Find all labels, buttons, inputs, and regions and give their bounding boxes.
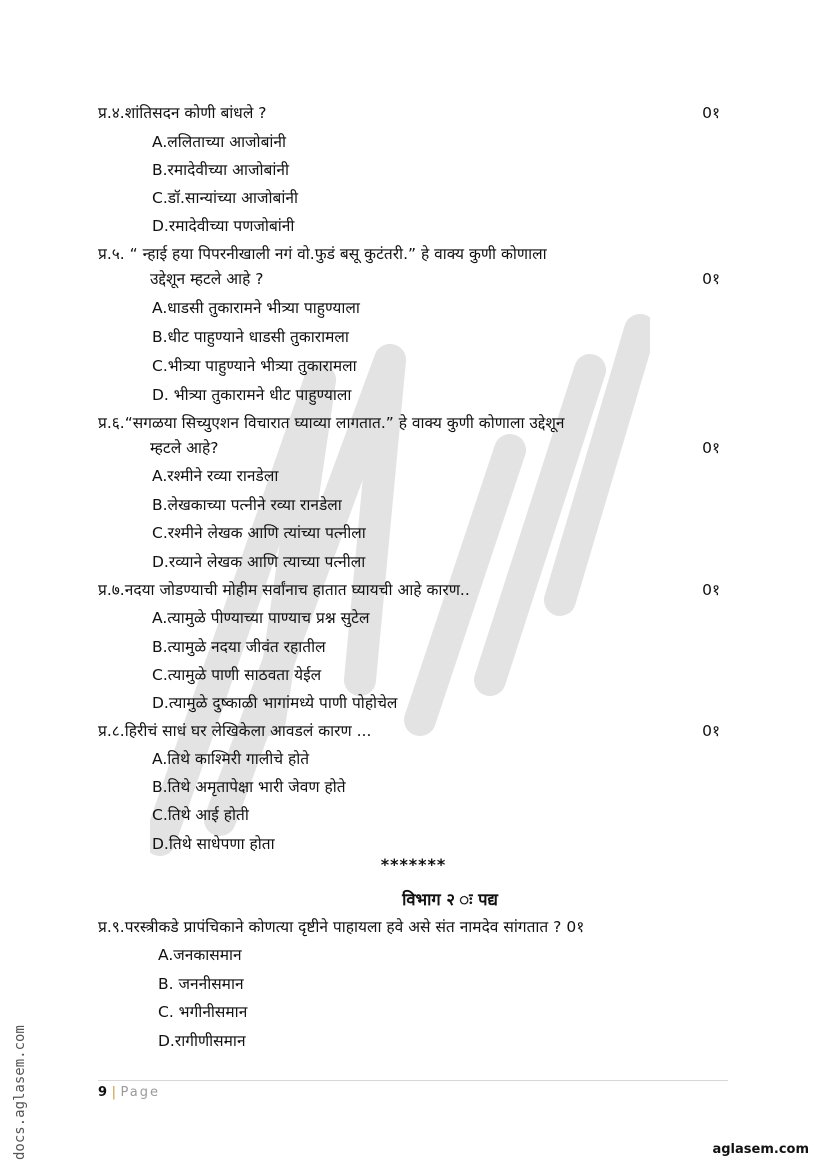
page-word: Page xyxy=(120,1085,160,1100)
option: D. भीत्र्या तुकारामने धीट पाहुण्याला xyxy=(152,386,352,404)
question-label: प्र.८.हिरीचं साधं घर लेखिकेला आवडलं कारण ... xyxy=(98,722,372,740)
option: C.रश्मीने लेखक आणि त्यांच्या पत्नीला xyxy=(152,524,366,542)
page-footer xyxy=(98,1085,160,1100)
option: D.रव्याने लेखक आणि त्याच्या पत्नीला xyxy=(152,553,366,571)
option: A.जनकासमान xyxy=(158,946,242,964)
question-marks: 0१ xyxy=(702,722,720,740)
question-marks: 0१ xyxy=(702,581,720,599)
question-5-cont xyxy=(150,269,720,289)
question-6-cont xyxy=(150,438,720,458)
question-5 xyxy=(98,244,720,264)
option: B.लेखकाच्या पत्नीने रव्या रानडेला xyxy=(152,496,342,514)
option: A.त्यामुळे पीण्याच्या पाण्याच प्रश्न सुटेल xyxy=(152,609,370,627)
option: C.तिथे आई होती xyxy=(152,806,249,824)
footer-divider xyxy=(98,1080,728,1081)
option: C. भगीनीसमान xyxy=(158,1003,248,1021)
option: B.तिथे अमृतापेक्षा भारी जेवण होते xyxy=(152,778,346,796)
option: A.ललिताच्या आजोबांनी xyxy=(152,133,287,151)
question-8 xyxy=(98,721,720,741)
question-marks: 0१ xyxy=(702,104,720,122)
option: D.रागीणीसमान xyxy=(158,1032,246,1050)
question-4 xyxy=(98,103,720,123)
option: B. जननीसमान xyxy=(158,975,244,993)
question-7 xyxy=(98,580,720,600)
question-marks: 0१ xyxy=(702,270,720,288)
option: A.धाडसी तुकारामने भीत्र्या पाहुण्याला xyxy=(152,299,360,317)
option: C.डॉ.सान्यांच्या आजोबांनी xyxy=(152,189,298,207)
question-label-cont: म्हटले आहे? xyxy=(150,439,219,457)
option: A.तिथे काश्मिरी गालीचे होते xyxy=(152,750,310,768)
question-label: प्र.५. “ न्हाई हया पिपरनीखाली नगं वो.फुडं बसू कुटंतरी.” हे वाक्य कुणी कोणाला xyxy=(98,245,547,263)
option: D.त्यामुळे दुष्काळी भागांमध्ये पाणी पोहोचेल xyxy=(152,694,398,712)
footer-separator: | xyxy=(111,1085,116,1100)
question-6 xyxy=(98,413,720,433)
question-label: प्र.४.शांतिसदन कोणी बांधले ? xyxy=(98,104,267,122)
option: D.तिथे साधेपणा होता xyxy=(152,835,275,853)
question-label: प्र.७.नदया जोडण्याची मोहीम सर्वांनाच हातात घ्यायची आहे कारण.. xyxy=(98,581,470,599)
option: B.त्यामुळे नदया जीवंत रहातील xyxy=(152,638,326,656)
option: C.भीत्र्या पाहुण्याने भीत्र्या तुकारामला xyxy=(152,357,357,375)
option: B.रमादेवीच्या आजोबांनी xyxy=(152,161,289,179)
option: C.त्यामुळे पाणी साठवता येईल xyxy=(152,666,322,684)
question-marks: 0१ xyxy=(702,439,720,457)
brand-link[interactable]: aglasem.com xyxy=(712,1142,809,1157)
page-number: 9 xyxy=(98,1085,108,1100)
question-9 xyxy=(98,917,738,937)
question-label: प्र.९.परस्त्रीकडे प्रापंचिकाने कोणत्या दृष्टीने पाहायला हवे असे संत नामदेव सांगतात ? 0१ xyxy=(98,918,585,936)
section-title: विभाग २ ः पद्य xyxy=(402,890,498,909)
question-label: प्र.६.“सगळया सिच्युएशन विचारात घ्याव्या लागतात.” हे वाक्य कुणी कोणाला उद्देशून xyxy=(98,414,565,432)
option: D.रमादेवीच्या पणजोबांनी xyxy=(152,217,295,235)
side-url: docs.aglasem.com xyxy=(12,1025,28,1160)
question-label-cont: उद्देशून म्हटले आहे ? xyxy=(150,270,264,288)
option: B.धीट पाहुण्याने धाडसी तुकारामला xyxy=(152,328,349,346)
separator-stars: ******* xyxy=(380,855,447,874)
option: A.रश्मीने रव्या रानडेला xyxy=(152,467,279,485)
